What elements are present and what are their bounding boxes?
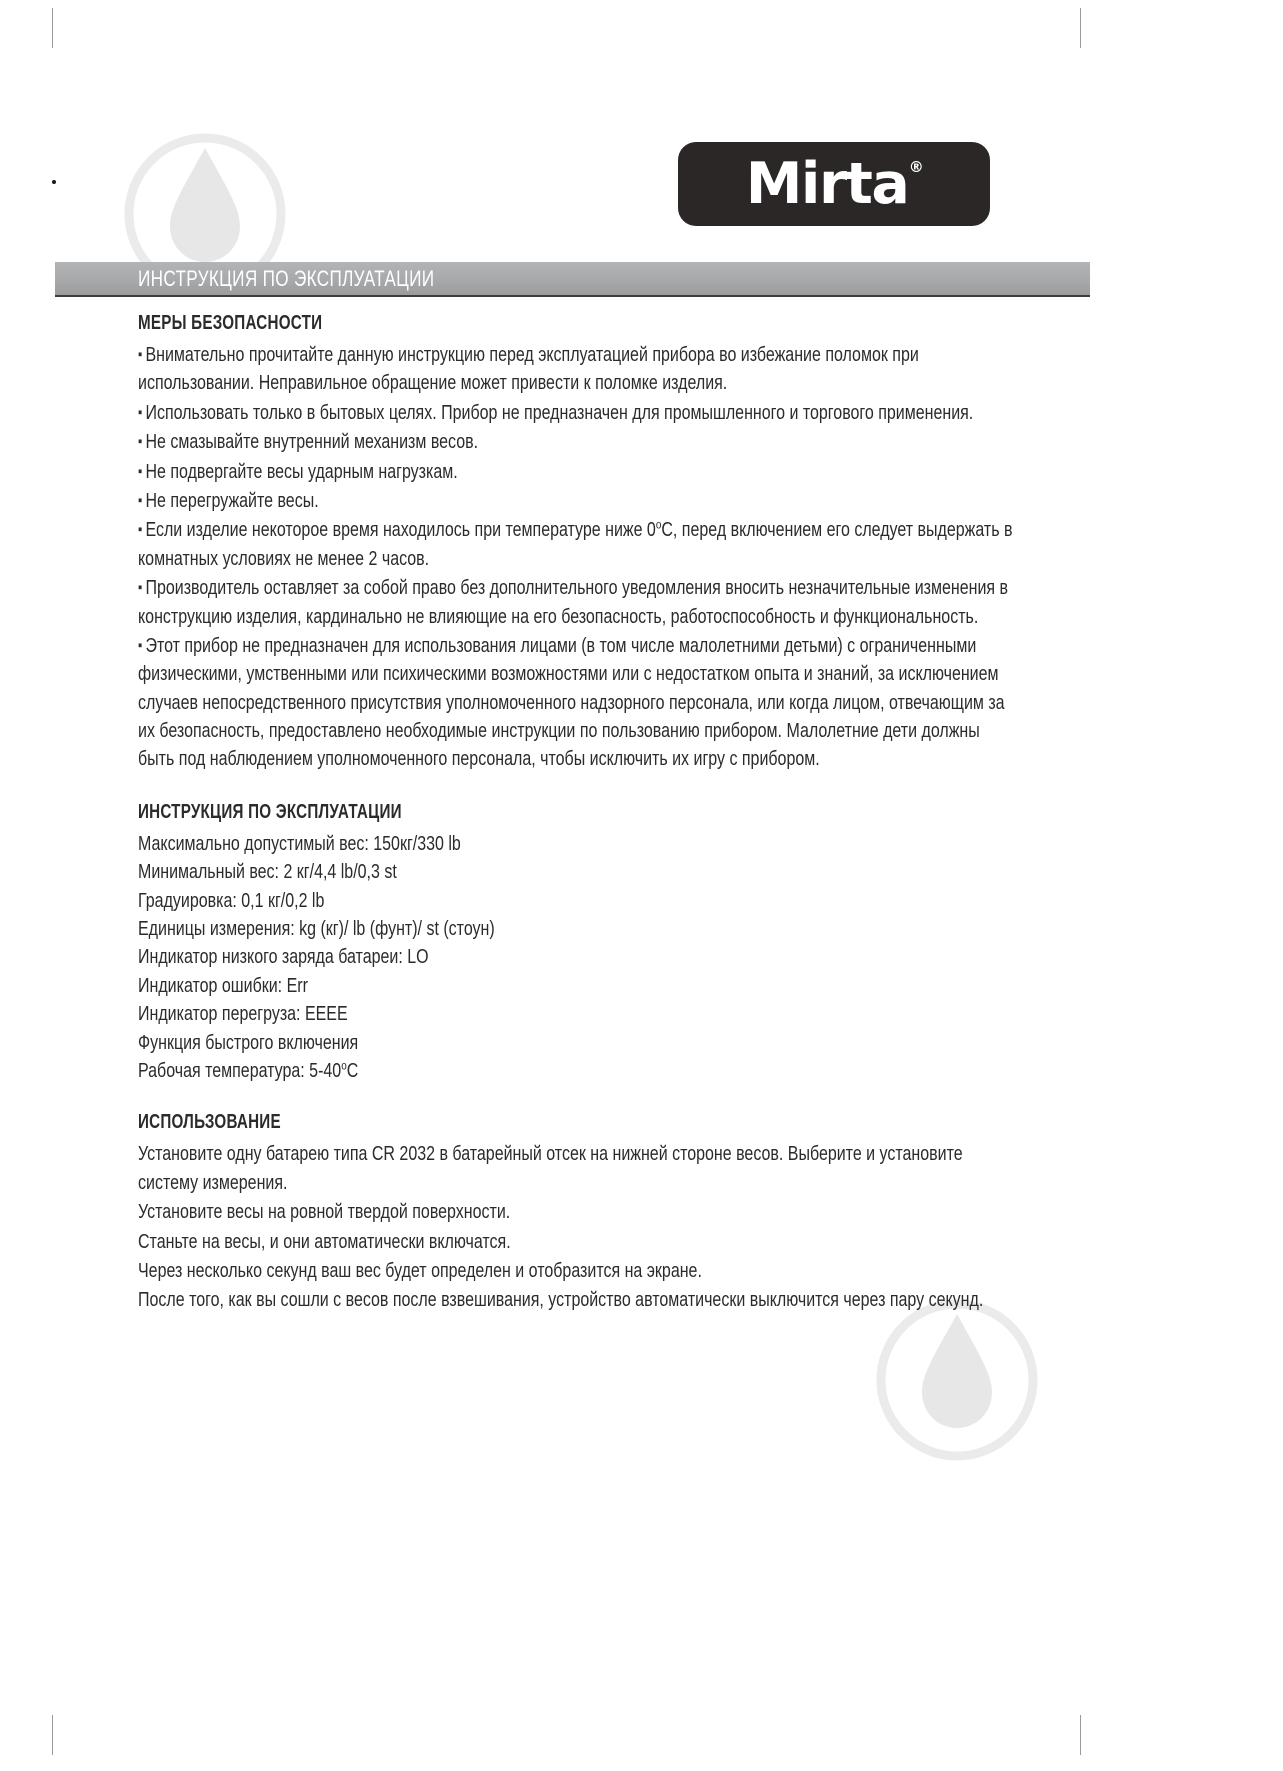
page-title: ИНСТРУКЦИЯ ПО ЭКСПЛУАТАЦИИ	[138, 265, 435, 291]
registered-trademark-icon: ®	[908, 157, 923, 176]
spec-line: Единицы измерения: kg (кг)/ lb (фунт)/ st (стоун)	[138, 918, 495, 941]
brand-logo-wordmark: Mirta	[745, 150, 909, 217]
safety-item	[138, 574, 1018, 631]
safety-item	[138, 458, 1018, 486]
spec-line: Максимально допустимый вес: 150кг/330 lb	[138, 832, 461, 855]
brand-logo-text	[745, 150, 923, 217]
spec-line: Функция быстрого включения	[138, 1031, 359, 1054]
safety-item-text: Производитель оставляет за собой право без дополнительного уведомления вносить незначительные изменения в конструкцию изделия, кардинально не влияющие на его безопасность, работоспособность и функциональность.	[138, 577, 1009, 628]
spec-line: Индикатор низкого заряда батареи: LO	[138, 946, 429, 969]
crop-mark-top-right	[1080, 8, 1081, 48]
bullet-icon: ▪	[138, 491, 143, 509]
safety-item	[138, 399, 1018, 427]
section-spacer	[138, 775, 1018, 801]
registration-dot	[52, 180, 56, 184]
bullet-icon: ▪	[138, 521, 143, 539]
bullet-icon: ▪	[138, 346, 143, 363]
spec-line: Рабочая температура: 5-40$^o$C	[138, 1058, 359, 1082]
safety-item	[138, 516, 1018, 573]
safety-item-text: Не перегружайте весы.	[145, 489, 319, 512]
title-divider	[55, 295, 1090, 297]
safety-item	[138, 487, 1018, 515]
bullet-icon: ▪	[138, 579, 143, 597]
crop-mark-bottom-left	[52, 1715, 53, 1755]
document-body	[138, 312, 1018, 1316]
bullet-icon: ▪	[138, 462, 143, 480]
brand-logo	[678, 142, 990, 226]
section-spacer	[138, 1085, 1018, 1111]
section-title-bar	[55, 262, 1090, 295]
crop-mark-top-left	[52, 8, 53, 48]
safety-item-text: Не смазывайте внутренний механизм весов.	[145, 431, 479, 454]
bullet-icon: ▪	[138, 433, 143, 451]
safety-item-text: Не подвергайте весы ударным нагрузкам.	[145, 460, 458, 483]
safety-heading: МЕРЫ БЕЗОПАСНОСТИ	[138, 312, 323, 334]
crop-mark-bottom-right	[1080, 1715, 1081, 1755]
safety-item	[138, 341, 1018, 398]
specs-heading: ИНСТРУКЦИЯ ПО ЭКСПЛУАТАЦИИ	[138, 800, 402, 823]
safety-item-text: Использовать только в бытовых целях. Прибор не предназначен для промышленного и торгового применения.	[145, 401, 974, 424]
spec-line: Индикатор перегруза: EEEE	[138, 1003, 348, 1026]
usage-line: После того, как вы сошли с весов после взвешивания, устройство автоматически выключится через пару секунд.	[138, 1289, 984, 1312]
safety-item-text: Если изделие некоторое время находилось при температуре ниже 0$^o$C, перед включением его следует выдержать в комнатных условиях не менее 2 часов.	[138, 517, 1013, 570]
usage-line: Установите весы на ровной твердой поверхности.	[138, 1201, 511, 1224]
safety-item	[138, 428, 1018, 456]
safety-item-text: Внимательно прочитайте данную инструкцию перед эксплуатацией прибора во избежание поломок при использовании. Неправильное обращение может привести к поломке изделия.	[138, 344, 919, 395]
usage-line: Через несколько секунд ваш вес будет определен и отобразится на экране.	[138, 1259, 702, 1282]
spec-line: Минимальный вес: 2 кг/4,4 lb/0,3 st	[138, 861, 397, 884]
usage-line: Установите одну батарею типа CR 2032 в батарейный отсек на нижней стороне весов. Выберите и установите систему измерения.	[138, 1143, 963, 1194]
usage-heading: ИСПОЛЬЗОВАНИЕ	[138, 1111, 281, 1134]
bullet-icon: ▪	[138, 636, 143, 654]
spec-line: Градуировка: 0,1 кг/0,2 lb	[138, 889, 325, 912]
bullet-icon: ▪	[138, 403, 143, 421]
safety-item	[138, 632, 1018, 774]
spec-line: Индикатор ошибки: Err	[138, 974, 308, 997]
safety-item-text: Этот прибор не предназначен для использования лицами (в том числе малолетними детьми) с ограниченными физическими, умственными или психическими возможностями или с недостатком опыта и знаний, за исключением случаев непосредственного присутствия уполномоченного надзорного персонала, или когда лицом, отвечающим за их безопасность, предоставлено необходимые инструкции по пользованию прибором. Малолетние дети должны быть под наблюдением уполномоченного персонала, чтобы исключить их игру с прибором.	[138, 634, 1005, 771]
usage-line: Станьте на весы, и они автоматически включатся.	[138, 1230, 511, 1253]
